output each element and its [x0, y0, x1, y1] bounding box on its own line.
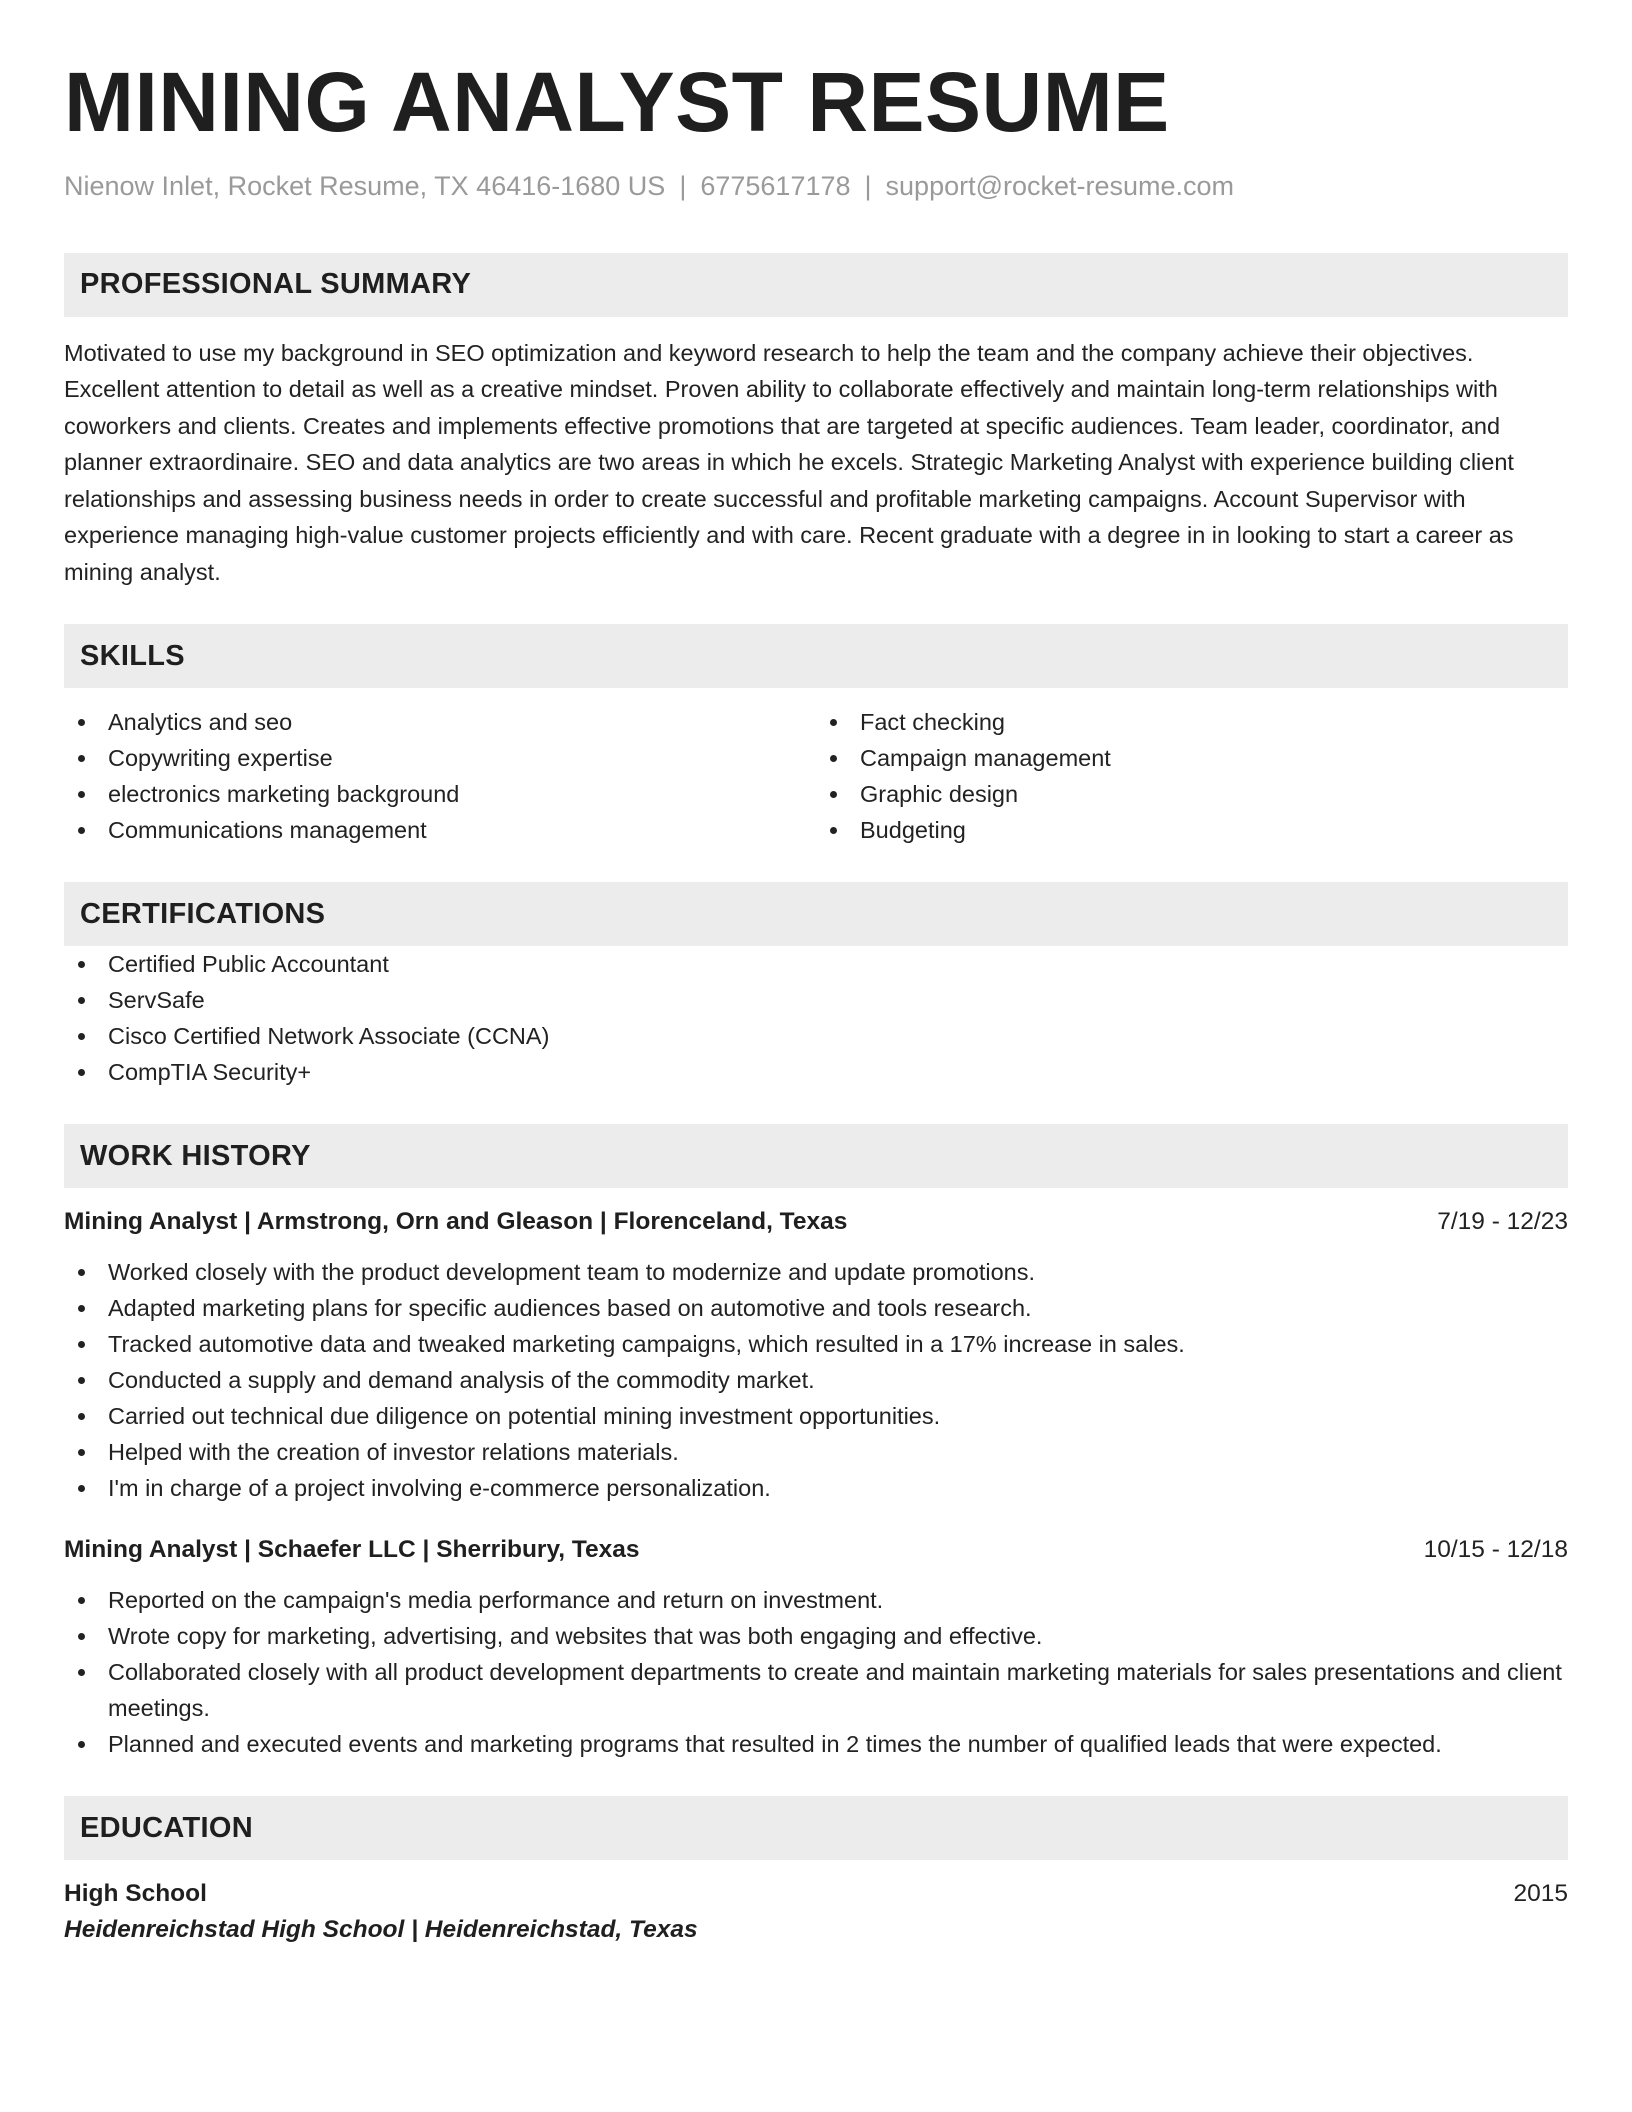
- skill-item: Campaign management: [816, 740, 1568, 776]
- skill-item: Budgeting: [816, 812, 1568, 848]
- education-school: Heidenreichstad High School | Heidenreichstad, Texas: [64, 1916, 698, 1944]
- contact-separator: |: [864, 171, 872, 202]
- skill-item: Fact checking: [816, 704, 1568, 740]
- skills-section-header: [64, 624, 1568, 688]
- certifications-list: [64, 946, 1568, 1090]
- education-degree: High School: [64, 1880, 207, 1908]
- certification-item: ServSafe: [64, 982, 1568, 1018]
- summary-section-header: [64, 253, 1568, 317]
- job-bullet: Reported on the campaign's media performance and return on investment.: [64, 1582, 1568, 1618]
- skill-item: Communications management: [64, 812, 816, 848]
- job-title: Mining Analyst | Schaefer LLC | Sherribury, Texas: [64, 1536, 640, 1564]
- certification-item: CompTIA Security+: [64, 1054, 1568, 1090]
- summary-text: Motivated to use my background in SEO optimization and keyword research to help the team and the company achieve their objectives. Excellent attention to detail as well as a creative mindset. Proven ability to collaborate effectively and maintain long-term relationships with coworkers and clients. Creates and implements effective promotions that are targeted at specific audiences. Team leader, coordinator, and planner extraordinaire. SEO and data analytics are two areas in which he excels. Strategic Marketing Analyst with experience building client relationships and assessing business needs in order to create successful and profitable marketing campaigns. Account Supervisor with experience managing high-value customer projects efficiently and with care. Recent graduate with a degree in in looking to start a career as mining analyst.: [64, 339, 1514, 585]
- skill-item: Analytics and seo: [64, 704, 816, 740]
- job-dates: 7/19 - 12/23: [1437, 1208, 1568, 1236]
- job-header: [64, 1532, 1568, 1568]
- job-header: [64, 1204, 1568, 1240]
- job-bullet: Wrote copy for marketing, advertising, and websites that was both engaging and effective.: [64, 1618, 1568, 1654]
- job-title: Mining Analyst | Armstrong, Orn and Gleason | Florenceland, Texas: [64, 1208, 848, 1236]
- certification-item: Cisco Certified Network Associate (CCNA): [64, 1018, 1568, 1054]
- job-dates: 10/15 - 12/18: [1423, 1536, 1568, 1564]
- education-entry: [64, 1876, 1568, 1948]
- job-bullet: Carried out technical due diligence on potential mining investment opportunities.: [64, 1398, 1568, 1434]
- contact-phone: 6775617178: [700, 171, 851, 202]
- skills-list-right: [816, 704, 1568, 848]
- job-bullets: [64, 1582, 1568, 1762]
- job-bullet: Conducted a supply and demand analysis of the commodity market.: [64, 1362, 1568, 1398]
- contact-separator: |: [679, 171, 687, 202]
- education-section-header: [64, 1796, 1568, 1860]
- job-bullet: Helped with the creation of investor relations materials.: [64, 1434, 1568, 1470]
- certification-item: Certified Public Accountant: [64, 946, 1568, 982]
- education-heading: EDUCATION: [80, 1811, 253, 1844]
- skills-grid: [64, 704, 1568, 848]
- job-bullet: Adapted marketing plans for specific audiences based on automotive and tools research.: [64, 1290, 1568, 1326]
- summary-heading: PROFESSIONAL SUMMARY: [80, 268, 472, 301]
- skills-list-left: [64, 704, 816, 848]
- job-bullet: I'm in charge of a project involving e-commerce personalization.: [64, 1470, 1568, 1506]
- work-history-heading: WORK HISTORY: [80, 1139, 311, 1172]
- job-bullet: Planned and executed events and marketing programs that resulted in 2 times the number of qualified leads that were expected.: [64, 1726, 1568, 1762]
- contact-email: support@rocket-resume.com: [885, 171, 1235, 202]
- skill-item: Copywriting expertise: [64, 740, 816, 776]
- contact-line: [64, 170, 1568, 202]
- skills-column-left: [64, 704, 816, 848]
- skills-heading: SKILLS: [80, 639, 185, 672]
- job-entry: [64, 1532, 1568, 1762]
- contact-address: Nienow Inlet, Rocket Resume, TX 46416-1680 US: [64, 171, 666, 202]
- skills-column-right: [816, 704, 1568, 848]
- job-bullet: Worked closely with the product development team to modernize and update promotions.: [64, 1254, 1568, 1290]
- education-header: [64, 1876, 1568, 1912]
- job-bullet: Tracked automotive data and tweaked marketing campaigns, which resulted in a 17% increase in sales.: [64, 1326, 1568, 1362]
- skill-item: electronics marketing background: [64, 776, 816, 812]
- skill-item: Graphic design: [816, 776, 1568, 812]
- job-bullet: Collaborated closely with all product development departments to create and maintain marketing materials for sales presentations and client meetings.: [64, 1654, 1568, 1726]
- certifications-section-header: [64, 882, 1568, 946]
- certifications-heading: CERTIFICATIONS: [80, 897, 326, 930]
- job-bullets: [64, 1254, 1568, 1506]
- page-title: MINING ANALYST RESUME: [64, 55, 1170, 149]
- job-entry: [64, 1204, 1568, 1506]
- education-year: 2015: [1513, 1880, 1568, 1908]
- work-history-section-header: [64, 1124, 1568, 1188]
